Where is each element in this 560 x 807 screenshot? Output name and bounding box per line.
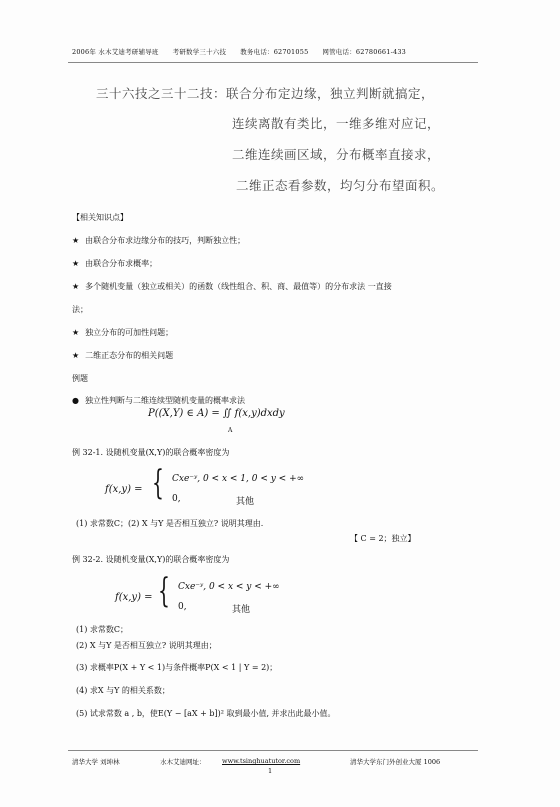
star-icon: ★ [72, 351, 80, 360]
knowledge-item: ★ 多个随机变量（独立或相关）的函数（线性组合、积、商、最值等）的分布求法 一直接 [72, 282, 392, 291]
knowledge-item: ★ 独立分布的可加性问题； [72, 328, 174, 337]
header-hotline: 网管电话：62780661-433 [322, 48, 406, 56]
title-line-1: 三十六技之三十二技：联合分布定边缘，独立判断就搞定， [96, 86, 435, 101]
example-2-case-1: Cxe⁻ʸ, 0 < x < y < +∞ [178, 582, 280, 592]
example-1-answer: 【 C = 2；独立】 [350, 534, 416, 543]
header-course: 2006年 水木艾迪考研辅导班 [72, 48, 159, 56]
header-divider [68, 62, 478, 63]
examples-label: 例题 [72, 374, 88, 383]
example-2-question-3: (3) 求概率P(X + Y < 1)与条件概率P(X < 1 | Y = 2)； [76, 663, 278, 672]
star-icon: ★ [72, 282, 80, 291]
left-brace: { [152, 463, 164, 503]
example-2-intro: 例 32-2. 设随机变量(X,Y)的联合概率密度为 [72, 555, 230, 564]
footer-address: 清华大学东门外创业大厦 1006 [350, 758, 441, 766]
header-series: 考研数学三十六技 [172, 48, 227, 56]
star-icon: ★ [72, 328, 80, 337]
example-2-question-5: (5) 试求常数 a , b，使E(Y − [aX + b])² 取到最小值, 并求出此最小值。 [76, 709, 336, 718]
knowledge-item-continuation: 法； [72, 305, 88, 314]
example-1-intro: 例 32-1. 设随机变量(X,Y)的联合概率密度为 [72, 448, 230, 457]
bullet-dot-icon: ● [72, 396, 79, 405]
probability-formula: P((X,Y) ∈ A) = ∬ f(x,y)dxdy [148, 408, 285, 419]
page-header [72, 47, 492, 56]
knowledge-item: ★ 由联合分布求边缘分布的技巧，判断独立性； [72, 236, 246, 245]
topic-item: ● 独立性判断与二维连续型随机变量的概率求法 [72, 396, 245, 405]
knowledge-heading: 【相关知识点】 [72, 213, 128, 222]
example-1-case-1: Cxe⁻ʸ, 0 < x < 1, 0 < y < +∞ [172, 474, 305, 484]
footer-site-link[interactable]: www.tsinghuatutor.com [222, 757, 301, 765]
example-2-case-2-condition: 其他 [232, 605, 251, 615]
example-2-case-2: 0, [178, 602, 187, 612]
knowledge-item: ★ 由联合分布求概率； [72, 259, 158, 268]
page-number: 1 [268, 767, 273, 775]
title-line-2: 连续离散有类比，一维多维对应记， [232, 116, 441, 131]
footer-author: 清华大学 刘坤林 [72, 758, 120, 766]
footer-divider [68, 750, 478, 751]
integral-region-label: A [228, 427, 233, 434]
star-icon: ★ [72, 236, 80, 245]
example-1-case-2-condition: 其他 [236, 497, 255, 507]
example-2-density-lhs: f(x,y) = [115, 592, 153, 603]
header-service-phone: 教务电话：62701055 [240, 48, 309, 56]
knowledge-item: ★ 二维正态分布的相关问题 [72, 351, 174, 360]
example-1-density-lhs: f(x,y) = [105, 484, 143, 495]
example-2-question-1: (1) 求常数C； [76, 625, 128, 634]
example-2-question-2: (2) X 与Y 是否相互独立? 说明其理由； [76, 641, 217, 650]
title-line-4: 二维正态看参数，均匀分布望面积。 [236, 178, 445, 193]
example-1-question: (1) 求常数C；(2) X 与Y 是否相互独立? 说明其理由. [76, 519, 264, 528]
example-1-case-2: 0, [172, 494, 181, 504]
footer-site-label: 水木艾迪网址： [160, 758, 206, 766]
title-line-3: 二维连续画区域，分布概率直接求， [232, 147, 441, 162]
left-brace: { [158, 571, 170, 611]
star-icon: ★ [72, 259, 80, 268]
example-2-question-4: (4) 求X 与Y 的相关系数； [76, 686, 170, 695]
